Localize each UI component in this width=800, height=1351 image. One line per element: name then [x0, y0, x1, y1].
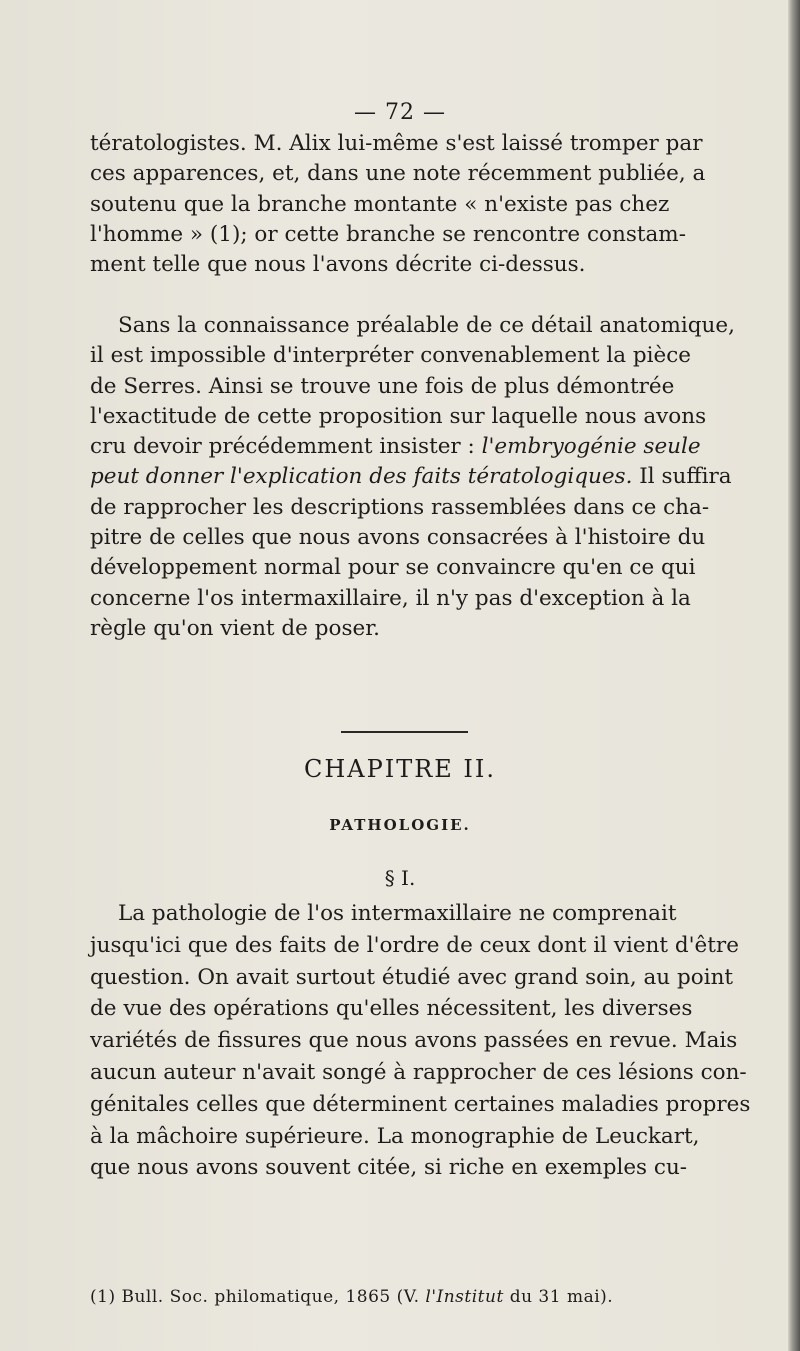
chapter-title: CHAPITRE II.	[303, 755, 497, 783]
text-line: développement normal pour se convaincre qu'en ce qui	[90, 555, 696, 581]
paragraph-continuation	[90, 129, 780, 280]
text-line: de rapprocher les descriptions rassemblées dans ce cha-	[90, 494, 710, 520]
footnote-text: (1) Bull. Soc. philomatique, 1865 (V.	[90, 1287, 426, 1307]
text-line: Sans la connaissance préalable de ce détail anatomique,	[118, 313, 735, 338]
section-divider	[341, 731, 468, 733]
italic-phrase: l'embryogénie seule	[481, 434, 701, 460]
text-run: cru devoir précédemment insister :	[90, 434, 482, 460]
text-line	[90, 432, 780, 462]
text-line: ment telle que nous l'avons décrite ci-dessus.	[90, 252, 586, 278]
italic-phrase: peut donner l'explication des faits tératologiques.	[90, 464, 633, 490]
text-line: aucun auteur n'avait songé à rapprocher de ces lésions con-	[90, 1059, 747, 1085]
footnote	[90, 1287, 780, 1307]
footnote-journal: l'Institut	[425, 1287, 504, 1307]
text-line: concerne l'os intermaxillaire, il n'y pas d'exception à la	[90, 585, 691, 611]
text-line: règle qu'on vient de poser.	[90, 615, 380, 641]
text-line: à la mâchoire supérieure. La monographie de Leuckart,	[90, 1123, 700, 1149]
text-line: de vue des opérations qu'elles nécessitent, les diverses	[90, 996, 693, 1022]
section-number: § I.	[384, 866, 416, 890]
text-run: Il suffira	[632, 464, 732, 490]
text-line: question. On avait surtout étudié avec grand soin, au point	[90, 964, 734, 990]
text-line	[90, 462, 780, 492]
text-line: variétés de fissures que nous avons passées en revue. Mais	[90, 1028, 738, 1054]
text-line: génitales celles que déterminent certaines maladies propres	[90, 1091, 751, 1117]
page-edge	[788, 0, 800, 1351]
text-line: il est impossible d'interpréter convenablement la pièce	[90, 343, 692, 369]
text-line: ces apparences, et, dans une note récemment publiée, a	[90, 161, 706, 187]
chapter-subtitle: PATHOLOGIE.	[329, 816, 471, 834]
text-line: l'exactitude de cette proposition sur laquelle nous avons	[90, 403, 707, 429]
page-number: — 72 —	[354, 100, 446, 125]
text-line: de Serres. Ainsi se trouve une fois de plus démontrée	[90, 373, 675, 399]
text-line: jusqu'ici que des faits de l'ordre de ceux dont il vient d'être	[90, 932, 739, 958]
text-line: tératologistes. M. Alix lui-même s'est laissé tromper par	[90, 131, 703, 156]
text-line: l'homme » (1); or cette branche se rencontre constam-	[90, 221, 686, 247]
paragraph-embryogeny	[90, 311, 780, 644]
footnote-text: du 31 mai).	[503, 1287, 614, 1307]
paragraph-pathology	[90, 898, 780, 1184]
text-line: pitre de celles que nous avons consacrées à l'histoire du	[90, 525, 706, 551]
text-line: soutenu que la branche montante « n'existe pas chez	[90, 191, 670, 217]
text-line: La pathologie de l'os intermaxillaire ne comprenait	[118, 901, 677, 926]
text-line: que nous avons souvent citée, si riche en exemples cu-	[90, 1155, 688, 1181]
